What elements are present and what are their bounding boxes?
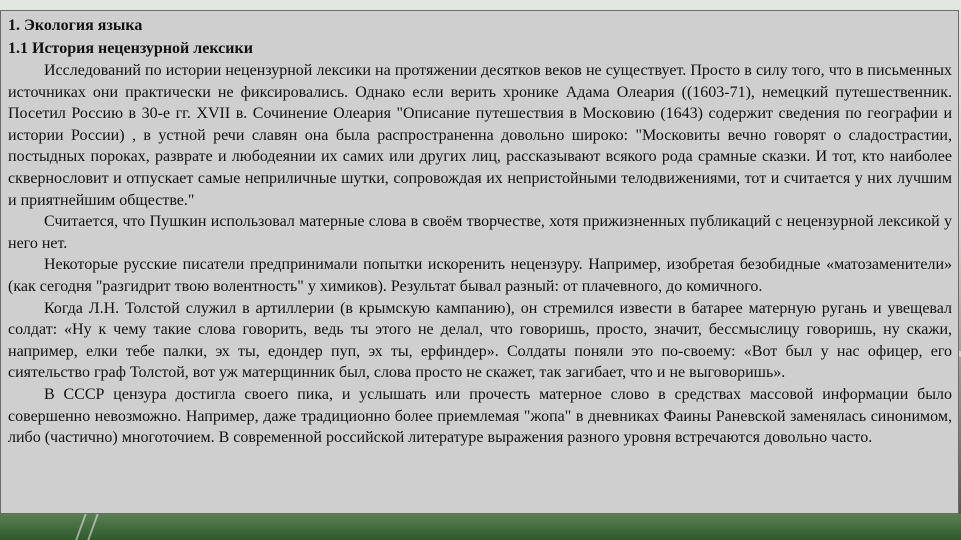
paragraph-tolstoy: Когда Л.Н. Толстой служил в артиллерии (в крымскую кампанию), он стремился извести в батарее матерную ругань и увещевал солдат: «Ну к чему такие слова говорить, ведь ты этого не делал, что говоришь, просто, значит, бессмыслицу говоришь, ну скажи, например, елки тебе палки, эх ты, едондер пуп, эх ты, ерфиндер». Солдаты поняли это по-своему: «Вот был у нас офицер, его сиятельство граф Толстой, вот уж матерщинник был, слова просто не скажет, так загибает, что и не выговоришь».	[8, 299, 952, 382]
decoration-line	[75, 514, 86, 540]
subsection-heading: 1.1 История нецензурной лексики	[8, 40, 253, 57]
paragraph-writers: Некоторые русские писатели предпринимали попытки искоренить нецензуру. Например, изобретая безобидные «матозаменители» (как сегодня "разгидрит твою волентность" у химиков). Результат бывал разный: от плачевного, до комичного.	[8, 256, 952, 295]
paragraph-olearius: Исследований по истории нецензурной лексики на протяжении десятков веков не существует. Просто в силу того, что в письменных источниках они практически не фиксировались. Однако если верить хронике Адама Олеария ((1603-71), немецкий путешественник. Посетил Россию в 30-е гг. XVII в. Сочинение Олеария "Описание путешествия в Московию (1643) содержит сведения по географии и истории России) , в устной речи славян она была распространенна довольно широко: "Московиты вечно говорят о сладострастии, постыдных пороках, разврате и любодеянии их самих или других лиц, рассказывают всякого рода срамные сказки. И тот, кто наиболее сквернословит и отпускает самые неприличные шутки, сопровождая их непристойными телодвижениями, тот и считается у них лучшим и приятнейшим обществе."	[8, 62, 952, 209]
paragraph-pushkin: Считается, что Пушкин использовал матерные слова в своём творчестве, хотя прижизненных публикаций с нецензурной лексикой у него нет.	[8, 213, 952, 252]
bottom-decoration	[0, 514, 961, 540]
text-panel	[0, 10, 959, 514]
paragraph-ussr: В СССР цензура достигла своего пика, и услышать или прочесть матерное слово в средствах массовой информации было совершенно невозможно. Например, даже традиционно более приемлемая "жопа" в дневниках Фаины Раневской заменялась синонимом, либо (частично) многоточием. В современной российской литературе выражения разного уровня встречаются довольно часто.	[8, 385, 952, 447]
decoration-line	[87, 514, 98, 540]
section-heading: 1. Экология языка	[8, 17, 143, 34]
